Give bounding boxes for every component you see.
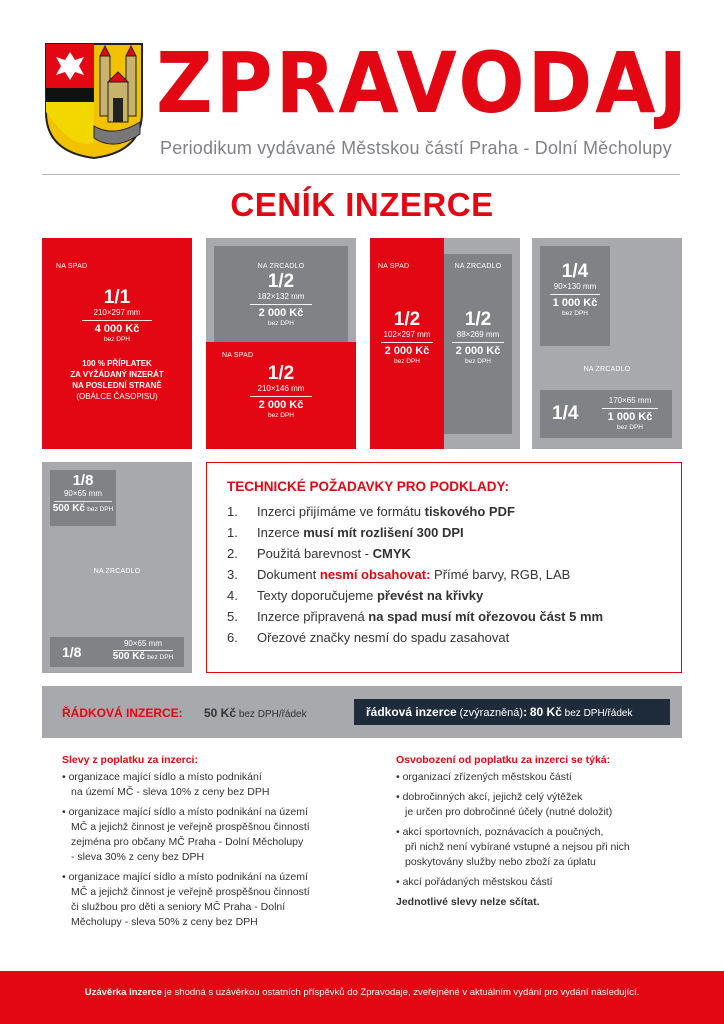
ad-dimensions: 88×269 mm (456, 330, 500, 339)
list-item: • akcí pořádaných městskou částí (396, 876, 553, 888)
ad-dimensions: 90×65 mm (123, 639, 163, 648)
ad-vat-note: bez DPH (561, 310, 588, 317)
list-item: 1. Inzerci přijímáme ve formátu tiskového PDF (227, 504, 515, 519)
ad-dimensions: 170×65 mm (608, 396, 652, 405)
ad-dimensions: 102×297 mm (383, 330, 431, 339)
ad-divider (381, 342, 433, 343)
ad-quarter-vertical (540, 246, 610, 346)
ad-full-page (42, 238, 192, 449)
list-item: 6. Ořezové značky nesmí do spadu zasahovat (227, 630, 510, 645)
ad-placement-tag: NA SPAD (56, 263, 88, 270)
ad-divider (250, 304, 312, 305)
ad-eighth-vertical (50, 470, 116, 526)
surcharge-note: (OBÁLCE ČASOPISU) (76, 392, 158, 401)
ad-placement-tag: NA SPAD (222, 352, 254, 359)
ad-block-half-vertical (370, 238, 520, 449)
ad-price: 2 000 Kč (258, 307, 304, 319)
tech-requirements-box (206, 462, 682, 673)
ad-eighth-horizontal (50, 637, 184, 667)
ad-dimensions: 210×146 mm (257, 384, 305, 393)
ad-price: 1 000 Kč (552, 297, 598, 309)
ad-size: 1/4 (552, 403, 579, 424)
ad-divider (550, 294, 600, 295)
line-ads-price: 50 Kč (204, 706, 237, 720)
ad-dimensions: 182×132 mm (257, 292, 305, 301)
ad-half-mirror (214, 246, 348, 342)
line-ads-label: ŘÁDKOVÁ INZERCE: (62, 706, 183, 720)
list-item: • akcí sportovních, poznávacích a poučných, při nichž není vybírané vstupné a nejsou při nich poskytovány služby nebo zboží za úplatu (396, 826, 630, 868)
ad-price: 500 Kč (112, 651, 145, 662)
exemptions-note: Jednotlivé slevy nelze sčítat. (396, 896, 540, 908)
masthead-title: ZPRAVODAJ (156, 34, 691, 132)
line-ads-unit: bez DPH/řádek (238, 709, 307, 720)
ad-dimensions: 210×297 mm (93, 308, 141, 317)
ad-size: 1/2 (267, 363, 295, 384)
ad-block-half-horizontal (206, 238, 356, 449)
ad-divider (54, 501, 112, 502)
ad-size: 1/8 (72, 472, 94, 489)
ad-size: 1/1 (103, 287, 131, 308)
ad-price: 1 000 Kč (607, 411, 653, 423)
coat-of-arms-logo (44, 42, 144, 160)
masthead-subtitle: Periodikum vydávané Městskou částí Praha - Dolní Měcholupy (160, 138, 672, 158)
ad-dimensions: 90×130 mm (553, 282, 597, 291)
list-item: 5. Inzerce připravená na spad musí mít ořezovou část 5 mm (227, 609, 604, 624)
ad-size: 1/4 (561, 261, 589, 282)
list-item: 4. Texty doporučujeme převést na křivky (227, 588, 484, 603)
ad-size: 1/2 (464, 309, 492, 330)
ad-size: 1/8 (62, 644, 82, 660)
ad-vat-note: bez DPH (464, 358, 491, 365)
footer-deadline-label: Uzávěrka inzerce (84, 987, 162, 998)
tech-requirements-title: TECHNICKÉ POŽADAVKY PRO PODKLADY: (227, 479, 510, 494)
ad-vat-note: bez DPH (147, 654, 174, 661)
list-item: • organizací zřízených městskou částí (396, 771, 572, 783)
ad-size: 1/2 (267, 271, 295, 292)
page-heading: CENÍK INZERCE (230, 186, 494, 223)
ad-price: 2 000 Kč (384, 345, 430, 357)
list-item: • dobročinných akcí, jejichž celý výtěžek je určen pro dobročinné účely (nutné doložit) (396, 791, 613, 818)
ad-placement-tag: NA SPAD (378, 263, 410, 270)
ad-size: 1/2 (393, 309, 421, 330)
surcharge-note: 100 % PŘÍPLATEK (82, 359, 152, 368)
list-item: 1. Inzerce musí mít rozlišení 300 DPI (227, 525, 464, 540)
footer-deadline-text: je shodná s uzávěrkou ostatních příspěvků do Zpravodaje, zveřejněné v aktuálním vydání pro vydání následující. (161, 987, 640, 998)
ad-placement-tag: NA ZRCADLO (257, 263, 305, 270)
footer-bar (0, 971, 724, 1024)
ad-divider (452, 342, 504, 343)
list-item: 3. Dokument nesmí obsahovat: Přímé barvy, RGB, LAB (227, 567, 571, 582)
ad-price: 2 000 Kč (455, 345, 501, 357)
ad-vat-note: bez DPH (616, 424, 643, 431)
ad-price: 4 000 Kč (94, 323, 140, 335)
exemptions-title: Osvobození od poplatku za inzerci se týká: (396, 754, 611, 766)
ad-block-quarter (532, 238, 682, 449)
ad-divider (602, 408, 658, 409)
exemptions-section (396, 754, 696, 910)
ad-vat-note: bez DPH (267, 412, 294, 419)
ad-price: 500 Kč (52, 503, 85, 514)
ad-placement-tag: NA ZRCADLO (583, 366, 631, 373)
ad-vat-note: bez DPH (103, 336, 130, 343)
list-item: • organizace mající sídlo a místo podnikání na území MČ a jejichž činnost je veřejně prospěšnou činností či službou pro děti a seniory MČ Praha - Dolní Měcholupy - sleva 50% z ceny bez DPH (62, 871, 310, 928)
list-item: • organizace mající sídlo a místo podnikání na území MČ - sleva 10% z ceny bez DPH (62, 771, 270, 798)
discounts-section (62, 754, 362, 935)
ad-dimensions: 90×65 mm (63, 489, 103, 498)
ad-divider (82, 320, 152, 321)
ad-placement-tag: NA ZRCADLO (454, 263, 502, 270)
discounts-title: Slevy z poplatku za inzerci: (62, 754, 198, 766)
ad-half-vertical-bleed (370, 238, 444, 449)
list-item: 2. Použitá barevnost - CMYK (227, 546, 411, 561)
ad-vat-note: bez DPH (393, 358, 420, 365)
ad-half-bleed (206, 342, 356, 449)
tech-requirements-list (227, 501, 667, 648)
line-ads-highlighted: řádková inzerce (zvýrazněná): 80 Kč bez DPH/řádek (354, 699, 670, 725)
ad-half-vertical-mirror (444, 254, 512, 434)
ad-quarter-horizontal (540, 390, 672, 438)
ad-placement-tag: NA ZRCADLO (93, 568, 141, 575)
surcharge-note: NA POSLEDNÍ STRANĚ (72, 381, 162, 390)
surcharge-note: ZA VYŽÁDANÝ INZERÁT (70, 370, 164, 379)
ad-vat-note: bez DPH (87, 506, 114, 513)
ad-divider (250, 396, 312, 397)
ad-vat-note: bez DPH (267, 320, 294, 327)
ad-block-eighth (42, 462, 192, 673)
list-item: • organizace mající sídlo a místo podnikání na území MČ a jejichž činnost je veřejně prospěšnou činností zejména pro občany MČ Praha - Dolní Měcholupy - sleva 30% z ceny bez DPH (62, 806, 310, 863)
header-divider (42, 174, 680, 175)
line-ads-bar (42, 686, 682, 738)
ad-price: 2 000 Kč (258, 399, 304, 411)
